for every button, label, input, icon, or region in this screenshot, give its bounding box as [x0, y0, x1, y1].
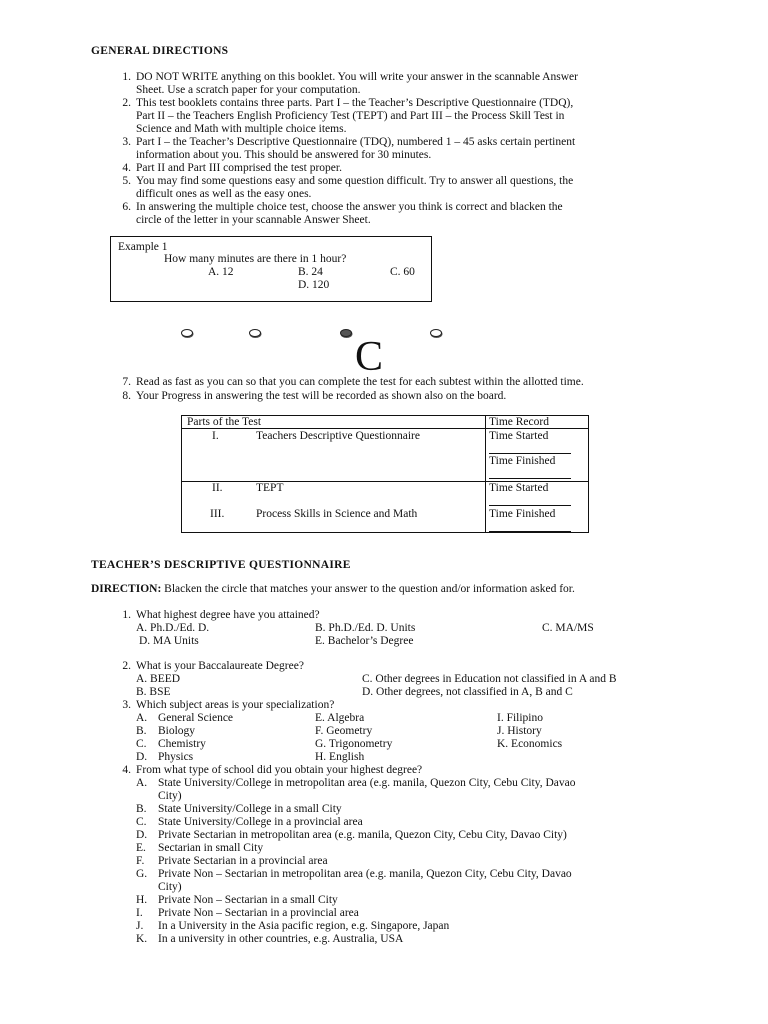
q3-option-algebra[interactable]: E. Algebra	[315, 712, 365, 724]
q4-option-h[interactable]: Private Non – Sectarian in a small City	[158, 894, 338, 906]
q4-option-letter: I.	[136, 907, 143, 919]
tdq-direction	[91, 583, 575, 596]
direction-number: 8.	[122, 390, 131, 402]
answer-bubble-d[interactable]	[430, 329, 442, 337]
example-option-a: A. 12	[208, 266, 234, 278]
q4-option-i[interactable]: Private Non – Sectarian in a provincial area	[158, 907, 359, 919]
question-number: 4.	[122, 764, 131, 776]
tdq-title: TEACHER’S DESCRIPTIVE QUESTIONNAIRE	[91, 559, 351, 571]
q4-option-letter: G.	[136, 868, 148, 880]
question-text: What is your Baccalaureate Degree?	[136, 660, 304, 672]
q4-option-j[interactable]: In a University in the Asia pacific region, e.g. Singapore, Japan	[158, 920, 450, 932]
q4-option-d[interactable]: Private Sectarian in metropolitan area (e.g. manila, Quezon City, Cebu City, Davao City)	[158, 829, 567, 841]
time-finished-line	[489, 531, 571, 532]
q4-option-a[interactable]: State University/College in metropolitan area (e.g. manila, Quezon City, Cebu City, Davao	[158, 777, 576, 789]
tdq-direction-text: Blacken the circle that matches your answer to the question and/or information asked for.	[164, 583, 575, 595]
table-row-roman: III.	[210, 508, 225, 520]
example-label: Example 1	[118, 241, 168, 253]
q3-option-filipino[interactable]: I. Filipino	[497, 712, 544, 724]
table-row-name: TEPT	[256, 482, 284, 494]
table-row-name: Process Skills in Science and Math	[256, 508, 418, 520]
q4-option-letter: C.	[136, 816, 147, 828]
q4-option-g[interactable]: Private Non – Sectarian in metropolitan area (e.g. manila, Quezon City, Cebu City, Davao	[158, 868, 572, 880]
tdq-direction-label: DIRECTION:	[91, 583, 162, 595]
direction-line: information about you. This should be answered for 30 minutes.	[136, 149, 432, 161]
q4-option-letter: H.	[136, 894, 148, 906]
q3-option-letter: D.	[136, 751, 148, 763]
direction-line: Your Progress in answering the test will be recorded as shown also on the board.	[136, 390, 507, 402]
direction-number: 5.	[122, 175, 131, 187]
q3-option-biology[interactable]: Biology	[158, 725, 196, 737]
q2-option-c[interactable]: C. Other degrees in Education not classified in A and B	[362, 673, 617, 685]
time-finished-label: Time Finished	[489, 508, 556, 520]
direction-line: In answering the multiple choice test, choose the answer you think is correct and blacken the	[136, 201, 563, 213]
q3-option-chemistry[interactable]: Chemistry	[158, 738, 206, 750]
table-row-roman: I.	[212, 430, 219, 442]
table-divider	[485, 416, 486, 532]
direction-line: circle of the letter in your scannable Answer Sheet.	[136, 214, 371, 226]
q2-option-b[interactable]: B. BSE	[136, 686, 171, 698]
example-question: How many minutes are there in 1 hour?	[164, 253, 347, 265]
q3-option-general-science[interactable]: General Science	[158, 712, 234, 724]
progress-table	[181, 415, 589, 533]
q4-option-letter: D.	[136, 829, 148, 841]
question-number: 2.	[122, 660, 131, 672]
q1-option-e[interactable]: E. Bachelor’s Degree	[315, 635, 414, 647]
q2-option-a[interactable]: A. BEED	[136, 673, 181, 685]
q3-option-economics[interactable]: K. Economics	[497, 738, 563, 750]
q2-option-d[interactable]: D. Other degrees, not classified in A, B and C	[362, 686, 573, 698]
time-started-line	[489, 505, 571, 506]
direction-line: Part I – the Teacher’s Descriptive Questionnaire (TDQ), numbered 1 – 45 asks certain pertinent	[136, 136, 576, 148]
question-number: 1.	[122, 609, 131, 621]
q4-option-letter: J.	[136, 920, 144, 932]
direction-line: This test booklets contains three parts. Part I – the Teacher’s Descriptive Questionnaire (TDQ),	[136, 97, 574, 109]
time-finished-line	[489, 478, 571, 479]
direction-line: Sheet. Use a scratch paper for your computation.	[136, 84, 361, 96]
direction-number: 6.	[122, 201, 131, 213]
direction-number: 2.	[122, 97, 131, 109]
q4-option-k[interactable]: In a university in other countries, e.g. Australia, USA	[158, 933, 404, 945]
answer-bubble-c-filled[interactable]	[340, 329, 352, 337]
time-started-label: Time Started	[489, 482, 549, 494]
example-option-d: D. 120	[298, 279, 330, 291]
example-option-c: C. 60	[390, 266, 415, 278]
question-number: 3.	[122, 699, 131, 711]
table-row-roman: II.	[212, 482, 223, 494]
q4-option-letter: F.	[136, 855, 145, 867]
q3-option-letter: B.	[136, 725, 147, 737]
table-row-name: Teachers Descriptive Questionnaire	[256, 430, 420, 442]
q4-option-a-cont: City)	[158, 790, 182, 802]
direction-line: difficult ones as well as the easy ones.	[136, 188, 312, 200]
q4-option-b[interactable]: State University/College in a small City	[158, 803, 342, 815]
table-header-time: Time Record	[489, 416, 549, 428]
q4-option-f[interactable]: Private Sectarian in a provincial area	[158, 855, 328, 867]
q4-option-g-cont: City)	[158, 881, 182, 893]
time-started-line	[489, 453, 571, 454]
answer-letter: C	[355, 334, 384, 380]
direction-number: 3.	[122, 136, 131, 148]
q3-option-english[interactable]: H. English	[315, 751, 365, 763]
example-box	[110, 236, 432, 302]
q1-option-c[interactable]: C. MA/MS	[542, 622, 594, 634]
q4-option-letter: B.	[136, 803, 147, 815]
time-finished-label: Time Finished	[489, 455, 556, 467]
direction-line: Science and Math with multiple choice items.	[136, 123, 347, 135]
q3-option-trigonometry[interactable]: G. Trigonometry	[315, 738, 393, 750]
q1-option-d[interactable]: D. MA Units	[139, 635, 199, 647]
q3-option-geometry[interactable]: F. Geometry	[315, 725, 373, 737]
q1-option-b[interactable]: B. Ph.D./Ed. D. Units	[315, 622, 416, 634]
question-text: What highest degree have you attained?	[136, 609, 320, 621]
q4-option-letter: E.	[136, 842, 146, 854]
direction-number: 4.	[122, 162, 131, 174]
q4-option-letter: A.	[136, 777, 148, 789]
direction-line: You may find some questions easy and some question difficult. Try to answer all questions, the	[136, 175, 574, 187]
time-started-label: Time Started	[489, 430, 549, 442]
direction-number: 7.	[122, 376, 131, 388]
general-directions-title: GENERAL DIRECTIONS	[91, 45, 229, 57]
q4-option-e[interactable]: Sectarian in small City	[158, 842, 264, 854]
answer-bubble-a[interactable]	[181, 329, 193, 337]
q3-option-history[interactable]: J. History	[497, 725, 542, 737]
direction-line: Part II – the Teachers English Proficiency Test (TEPT) and Part III – the Process Skill Test in	[136, 110, 565, 122]
direction-line: DO NOT WRITE anything on this booklet. You will write your answer in the scannable Answer	[136, 71, 578, 83]
direction-line: Part II and Part III comprised the test proper.	[136, 162, 342, 174]
question-text: From what type of school did you obtain your highest degree?	[136, 764, 423, 776]
example-option-b: B. 24	[298, 266, 323, 278]
q3-option-letter: A.	[136, 712, 148, 724]
q4-option-c[interactable]: State University/College in a provincial area	[158, 816, 363, 828]
direction-number: 1.	[122, 71, 131, 83]
q4-option-letter: K.	[136, 933, 148, 945]
answer-bubble-b[interactable]	[249, 329, 261, 337]
q1-option-a[interactable]: A. Ph.D./Ed. D.	[136, 622, 210, 634]
q3-option-physics[interactable]: Physics	[158, 751, 194, 763]
table-header-parts: Parts of the Test	[187, 416, 262, 428]
question-text: Which subject areas is your specialization?	[136, 699, 335, 711]
direction-line: Read as fast as you can so that you can complete the test for each subtest within the allotted time.	[136, 376, 584, 388]
q3-option-letter: C.	[136, 738, 147, 750]
